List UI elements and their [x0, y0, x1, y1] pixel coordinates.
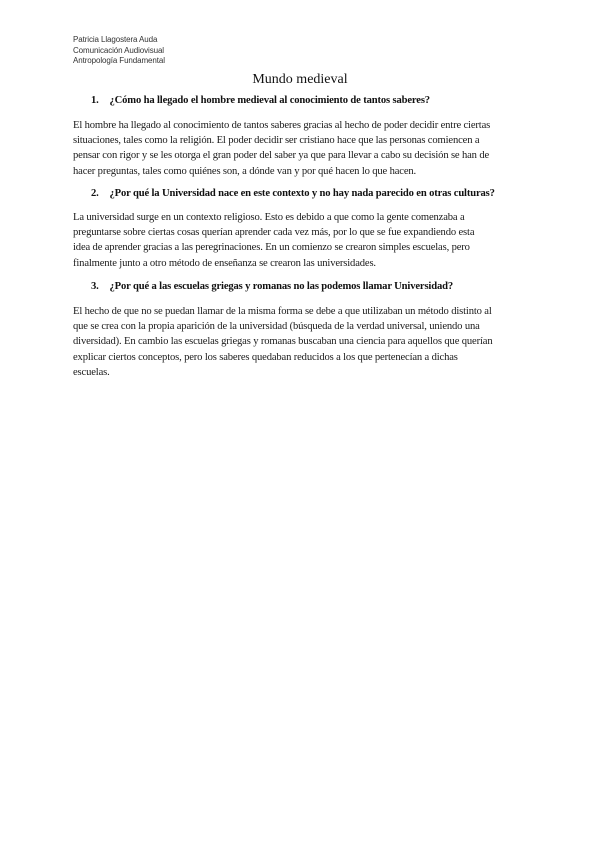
answer-line: La universidad surge en un contexto religioso. Esto es debido a que como la gente comenzaba a — [73, 212, 465, 223]
question-text: ¿Por qué a las escuelas griegas y romanas no las podemos llamar Universidad? — [109, 281, 454, 292]
answer-line: hacer preguntas, tales como quiénes son, a dónde van y por qué hacen lo que hacen. — [73, 165, 417, 177]
answer-line: situaciones, tales como la religión. El poder decidir ser cristiano hace que las personas comiencen a — [73, 135, 480, 147]
answer-line: El hombre ha llegado al conocimiento de tantos saberes gracias al hecho de poder decidir entre ciertas — [73, 120, 491, 131]
answer-line: explicar ciertos conceptos, pero los saberes quedaban reducidos a los que pertenecían a dichas — [73, 351, 458, 363]
answer-line: pensar con rigor y se les otorga el gran poder del saber ya que para llevar a cabo su decisión se han de — [73, 150, 490, 162]
question-text: ¿Cómo ha llegado el hombre medieval al conocimiento de tantos saberes? — [109, 95, 430, 106]
question-text: ¿Por qué la Universidad nace en este contexto y no hay nada parecido en otras culturas? — [109, 188, 495, 199]
question-number: 3. — [91, 281, 99, 292]
course-name: Antropología Fundamental — [73, 56, 165, 65]
question-2 — [91, 187, 531, 201]
answer-2 — [73, 210, 533, 271]
answer-3 — [73, 304, 533, 380]
answer-line: que se crea con la propia aparición de la universidad (búsqueda de la verdad universal, uniendo una — [73, 321, 480, 333]
question-number: 1. — [91, 95, 99, 106]
answer-line: preguntarse sobre ciertas cosas querían aprender cada vez más, por lo que se fue expandiendo esta — [73, 227, 475, 239]
document-header — [73, 35, 165, 67]
answer-1 — [73, 118, 533, 179]
answer-line: finalmente junto a otro método de enseñanza se crearon las universidades. — [73, 257, 376, 269]
answer-line: idea de aprender gracias a las peregrinaciones. En un comienzo se crearon simples escuelas, pero — [73, 242, 470, 254]
degree-name: Comunicación Audiovisual — [73, 45, 164, 55]
question-1 — [91, 94, 531, 108]
document-title: Mundo medieval — [252, 72, 348, 87]
answer-line: diversidad). En cambio las escuelas griegas y romanas buscaban una ciencia para aquellos que querían — [73, 336, 493, 348]
answer-line: El hecho de que no se puedan llamar de la misma forma se debe a que utilizaban un método distinto al — [73, 306, 492, 317]
question-3 — [91, 280, 531, 294]
author-name: Patricia Llagostera Auda — [73, 35, 158, 44]
answer-line: escuelas. — [73, 366, 110, 378]
question-number: 2. — [91, 188, 99, 199]
